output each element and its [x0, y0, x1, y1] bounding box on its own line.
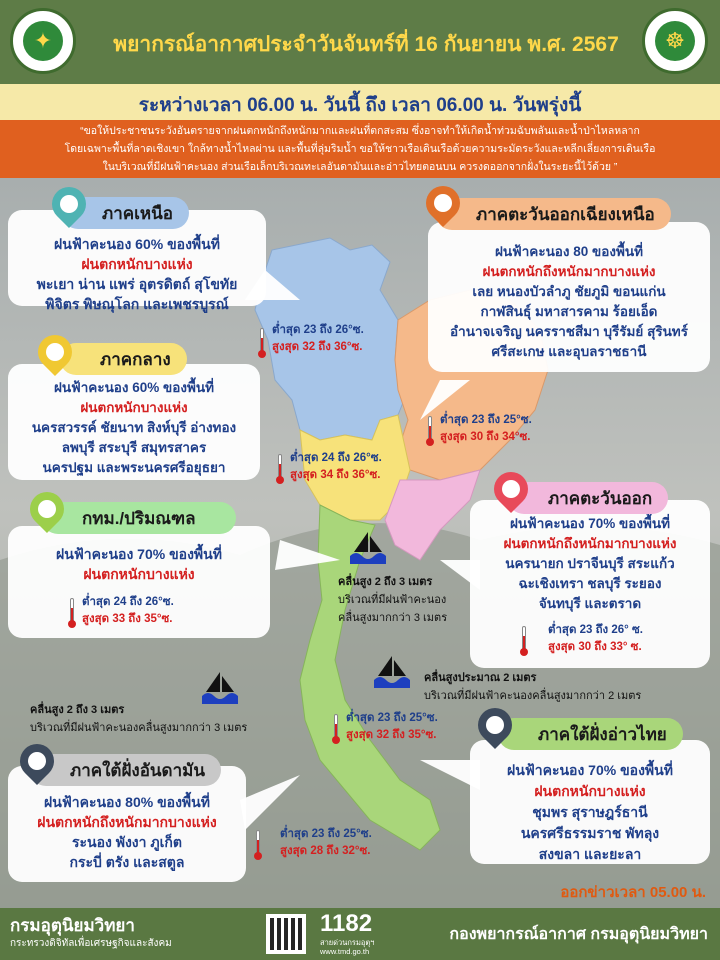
east-rain: ฝนฟ้าคะนอง 70% ของพื้นที่: [510, 516, 670, 531]
north-areas: พิจิตร พิษณุโลก และเพชรบูรณ์: [45, 296, 229, 312]
northeast-areas: เลย หนองบัวลำภู ชัยภูมิ ขอนแก่น: [472, 284, 666, 299]
south-andaman-tmin: ต่ำสุด 23 ถึง 25°ซ.: [280, 828, 372, 840]
northeast-areas: ศรีสะเกษ และอุบลราชธานี: [491, 344, 647, 359]
bangkok-tmax: สูงสุด 33 ถึง 35°ซ.: [82, 613, 173, 625]
south-gulf-areas: นครศรีธรรมราช พัทลุง: [520, 825, 660, 841]
central-info-box: [8, 364, 260, 480]
east-name: ภาคตะวันออก: [548, 488, 653, 508]
northeast-info-box: [428, 222, 710, 372]
page-title: พยากรณ์อากาศประจำวันจันทร์ที่ 16 กันยายน พ.ศ. 2567: [113, 33, 619, 56]
boat-wave-icon: [372, 654, 416, 690]
northeast-tmax: สูงสุด 30 ถึง 34°ซ.: [440, 431, 531, 443]
east-tmax: สูงสุด 30 ถึง 33° ซ.: [548, 641, 642, 653]
footer-bureau: กองพยากรณ์อากาศ กรมอุตุนิยมวิทยา: [449, 926, 708, 943]
south-gulf-areas: สงขลา และยะลา: [538, 846, 642, 862]
east-heavy: ฝนตกหนักถึงหนักมากบางแห่ง: [503, 536, 677, 551]
wave-note: บริเวณที่มีฝนฟ้าคะนองคลื่นสูงมากกว่า 3 เมตร: [30, 722, 248, 734]
south-andaman-areas: กระบี่ ตรัง และสตูล: [69, 854, 185, 870]
wave-andaman: [30, 700, 247, 736]
bangkok-tab: [42, 502, 236, 534]
central-rain: ฝนฟ้าคะนอง 60% ของพื้นที่: [54, 380, 214, 395]
south-gulf-temp: [346, 710, 438, 744]
tmd-logo: [642, 8, 708, 74]
central-tab: [60, 343, 187, 375]
wave-height: คลื่นสูง 2 ถึง 3 เมตร: [338, 576, 433, 588]
deity-icon: ☸: [655, 21, 695, 61]
northeast-name: ภาคตะวันออกเฉียงเหนือ: [476, 204, 655, 224]
east-tmin: ต่ำสุด 23 ถึง 26° ซ.: [548, 624, 643, 636]
thermometer-icon: [254, 830, 262, 860]
wave-height: คลื่นสูงประมาณ 2 เมตร: [424, 672, 537, 684]
warning-line: โดยเฉพาะพื้นที่ลาดเชิงเขา ใกล้ทางน้ำไหลผ่าน และพื้นที่ลุ่มริมน้ำ ขอให้ชาวเรือเดินเรือด้วยความระมัดระวังและหลีกเลี่ยงการเดินเรือ: [64, 143, 656, 155]
north-rain: ฝนฟ้าคะนอง 60% ของพื้นที่: [54, 236, 220, 252]
footer-ministry: กระทรวงดิจิทัลเพื่อเศรษฐกิจและสังคม: [10, 938, 172, 949]
north-tmin: ต่ำสุด 23 ถึง 26°ซ.: [272, 324, 364, 336]
central-heavy: ฝนตกหนักบางแห่ง: [80, 400, 188, 415]
wave-upper-gulf: [338, 572, 447, 626]
central-areas: นครปฐม และพระนครศรีอยุธยา: [42, 460, 226, 475]
hotline-label: สายด่วนกรมอุตุฯ: [320, 938, 375, 947]
east-temp: [548, 622, 643, 656]
header: [0, 0, 720, 84]
south-gulf-name: ภาคใต้ฝั่งอ่าวไทย: [538, 724, 667, 744]
east-areas: นครนายก ปราจีนบุรี สระแก้ว: [505, 556, 675, 571]
bangkok-temp: [82, 594, 174, 628]
south-gulf-tmin: ต่ำสุด 23 ถึง 25°ซ.: [346, 712, 438, 724]
hotline-number: 1182: [320, 910, 373, 937]
central-name: ภาคกลาง: [100, 349, 171, 369]
northeast-temp: [440, 412, 532, 446]
bangkok-tmin: ต่ำสุด 24 ถึง 26°ซ.: [82, 596, 174, 608]
north-name: ภาคเหนือ: [102, 203, 173, 223]
bangkok-heavy: ฝนตกหนักบางแห่ง: [83, 566, 195, 582]
northeast-heavy: ฝนตกหนักถึงหนักมากบางแห่ง: [482, 264, 656, 279]
northeast-areas: อำนาจเจริญ นครราชสีมา บุรีรัมย์ สุรินทร์: [450, 324, 688, 339]
ministry-logo: [10, 8, 76, 74]
warning-line: “ขอให้ประชาชนระวังอันตรายจากฝนตกหนักถึงหนักมากและฝนที่ตกสะสม ซึ่งอาจทำให้เกิดน้ำท่วมฉับพลันและน้ำป่าไหลหลาก: [80, 125, 640, 137]
thermometer-icon: [332, 714, 340, 744]
south-andaman-temp: [280, 826, 372, 860]
northeast-tab: [436, 198, 671, 230]
central-areas: นครสวรรค์ ชัยนาท สิงห์บุรี อ่างทอง: [31, 420, 237, 435]
south-andaman-rain: ฝนฟ้าคะนอง 80% ของพื้นที่: [44, 794, 210, 810]
east-areas: ฉะเชิงเทรา ชลบุรี ระยอง: [518, 576, 662, 591]
thermometer-icon: [520, 626, 528, 656]
central-temp: [290, 450, 382, 484]
boat-wave-icon: [348, 530, 392, 566]
northeast-rain: ฝนฟ้าคะนอง 80 ของพื้นที่: [495, 244, 643, 259]
forecast-period-text: ระหว่างเวลา 06.00 น. วันนี้ ถึง เวลา 06.00 น. วันพรุ่งนี้: [138, 95, 582, 116]
south-gulf-info-box: [470, 740, 710, 864]
south-andaman-areas: ระนอง พังงา ภูเก็ต: [72, 834, 182, 850]
thermometer-icon: [276, 454, 284, 484]
south-andaman-name: ภาคใต้ฝั่งอันดามัน: [70, 760, 205, 780]
central-tmin: ต่ำสุด 24 ถึง 26°ซ.: [290, 452, 382, 464]
garuda-icon: ✦: [23, 21, 63, 61]
footer-dept: กรมอุตุนิยมวิทยา: [10, 916, 135, 935]
central-tmax: สูงสุด 34 ถึง 36°ซ.: [290, 469, 381, 481]
north-heavy: ฝนตกหนักบางแห่ง: [81, 256, 193, 272]
south-gulf-tmax: สูงสุด 32 ถึง 35°ซ.: [346, 729, 437, 741]
qr-code-icon[interactable]: [266, 914, 306, 954]
south-gulf-areas: ชุมพร สุราษฎร์ธานี: [532, 804, 648, 820]
wave-lower-gulf: [424, 668, 641, 704]
north-tmax: สูงสุด 32 ถึง 36°ซ.: [272, 341, 363, 353]
northeast-areas: กาฬสินธุ์ มหาสารคาม ร้อยเอ็ด: [480, 304, 658, 319]
thermometer-icon: [68, 598, 76, 628]
north-temp: [272, 322, 364, 356]
bangkok-rain: ฝนฟ้าคะนอง 70% ของพื้นที่: [56, 546, 222, 562]
central-areas: ลพบุรี สระบุรี สมุทรสาคร: [61, 440, 207, 455]
east-tab: [508, 482, 668, 514]
thermometer-icon: [258, 328, 266, 358]
warning-banner: [0, 120, 720, 178]
hotline-sub: [320, 938, 375, 956]
wave-note: คลื่นสูงมากกว่า 3 เมตร: [338, 612, 448, 624]
wave-note: บริเวณที่มีฝนฟ้าคะนองคลื่นสูงมากกว่า 2 เมตร: [424, 690, 642, 702]
wave-note: บริเวณที่มีฝนฟ้าคะนอง: [338, 594, 447, 606]
forecast-period: [0, 84, 720, 120]
thermometer-icon: [426, 416, 434, 446]
issued-time: ออกข่าวเวลา 05.00 น.: [560, 884, 706, 901]
bangkok-name: กทม./ปริมณฑล: [82, 508, 196, 528]
east-areas: จันทบุรี และตราด: [538, 596, 642, 611]
south-gulf-tab: [498, 718, 683, 750]
wave-height: คลื่นสูง 2 ถึง 3 เมตร: [30, 704, 125, 716]
south-gulf-heavy: ฝนตกหนักบางแห่ง: [534, 783, 646, 799]
northeast-tmin: ต่ำสุด 23 ถึง 25°ซ.: [440, 414, 532, 426]
warning-line: ในบริเวณที่มีฝนฟ้าคะนอง ส่วนเรือเล็กบริเวณทะเลอันดามันและอ่าวไทยตอนบน ควรงดออกจากฝั่งในระยะนี้ไว้ด้วย ”: [102, 161, 618, 173]
south-andaman-heavy: ฝนตกหนักถึงหนักมากบางแห่ง: [37, 814, 217, 830]
south-andaman-tmax: สูงสุด 28 ถึง 32°ซ.: [280, 845, 371, 857]
south-gulf-rain: ฝนฟ้าคะนอง 70% ของพื้นที่: [507, 762, 673, 778]
south-andaman-tab: [30, 754, 221, 786]
footer: [0, 908, 720, 960]
website-link[interactable]: www.tmd.go.th: [320, 947, 370, 956]
north-areas: พะเยา น่าน แพร่ อุตรดิตถ์ สุโขทัย: [36, 276, 238, 292]
